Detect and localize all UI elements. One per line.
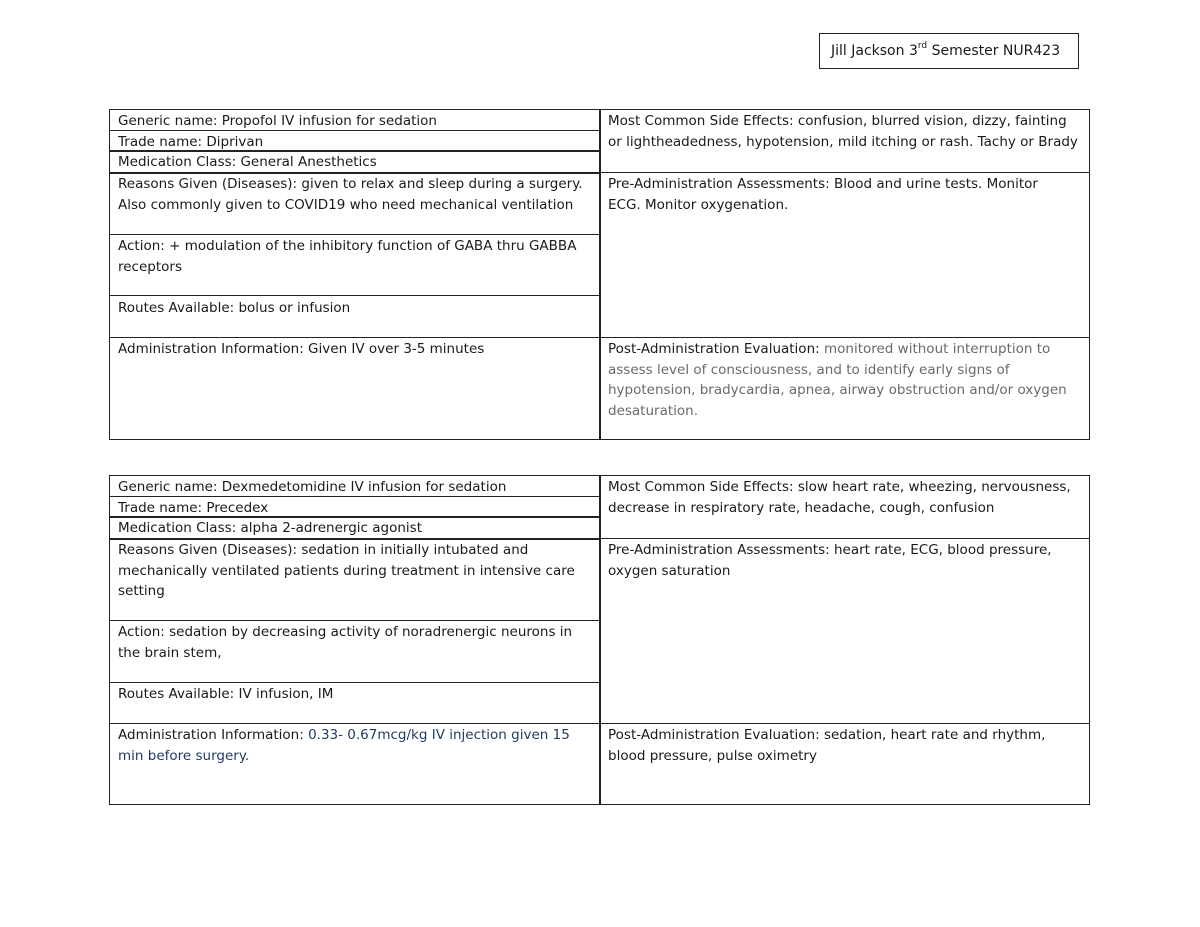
routes-available: Routes Available: IV infusion, IM [118, 686, 334, 702]
header-course: Semester NUR423 [927, 43, 1061, 59]
row-divider [601, 538, 1089, 539]
row-divider [110, 620, 599, 621]
row-divider [110, 234, 599, 235]
header-name: Jill Jackson 3 [831, 43, 918, 59]
row-divider [110, 723, 599, 724]
post-admin-text: monitored without interruption to [819, 341, 1051, 357]
text-line: Pre-Administration Assessments: Blood and urine tests. Monitor [608, 176, 1038, 192]
row-divider [110, 295, 599, 296]
text-line: hypotension, bradycardia, apnea, airway obstruction and/or oxygen [608, 382, 1067, 398]
text-line: Action: sedation by decreasing activity of noradrenergic neurons in [118, 624, 573, 640]
text-line: setting [118, 583, 165, 599]
row-divider [110, 337, 599, 338]
text-line: Most Common Side Effects: confusion, blurred vision, dizzy, fainting [608, 113, 1067, 129]
text-line: the brain stem, [118, 644, 222, 661]
side-effects [601, 477, 1071, 518]
routes-available: Routes Available: bolus or infusion [118, 300, 351, 316]
generic-name: Generic name: Propofol IV infusion for sedation [118, 113, 437, 129]
trade-name: Trade name: Precedex [118, 500, 269, 516]
administration-information: Administration Information: Given IV over 3-5 minutes [118, 341, 485, 357]
text-line: Most Common Side Effects: slow heart rate, wheezing, nervousness, [608, 479, 1071, 495]
administration-information [110, 725, 570, 766]
text-line: or lightheadedness, hypotension, mild itching or rash. Tachy or Brady [608, 133, 1078, 150]
text-line: Post-Administration Evaluation: sedation, heart rate and rhythm, [608, 727, 1046, 743]
admin-dose: 0.33- 0.67mcg/kg IV injection given 15 [308, 727, 570, 743]
post-admin-label: Post-Administration Evaluation: [608, 341, 820, 357]
text-line: blood pressure, pulse oximetry [608, 747, 817, 764]
drug-card-dexmedetomidine [109, 475, 1090, 805]
post-administration-evaluation [601, 339, 1067, 421]
admin-label: Administration Information: [118, 727, 309, 743]
pre-administration-assessments [601, 540, 1052, 581]
text-line: Also commonly given to COVID19 who need mechanical ventilation [118, 196, 574, 213]
text-line: Pre-Administration Assessments: heart rate, ECG, blood pressure, [608, 542, 1052, 558]
text-line: receptors [118, 258, 182, 275]
generic-name: Generic name: Dexmedetomidine IV infusion for sedation [118, 479, 507, 495]
row-divider [601, 723, 1089, 724]
medication-class: Medication Class: alpha 2-adrenergic agonist [118, 520, 422, 536]
side-effects [601, 111, 1078, 152]
text-line: desaturation. [608, 402, 699, 419]
text-line: oxygen saturation [608, 562, 731, 579]
text-line: assess level of consciousness, and to identify early signs of [608, 361, 1010, 378]
text-line: Action: + modulation of the inhibitory function of GABA thru GABBA [118, 238, 577, 254]
text-line: Reasons Given (Diseases): sedation in initially intubated and [118, 542, 529, 558]
text-line: mechanically ventilated patients during treatment in intensive care [118, 562, 575, 579]
student-header [819, 33, 1079, 69]
drug-card-propofol [109, 109, 1090, 440]
medication-class: Medication Class: General Anesthetics [118, 154, 377, 170]
text-line: min before surgery. [118, 747, 250, 764]
post-administration-evaluation [601, 725, 1045, 766]
text-line: ECG. Monitor oxygenation. [608, 196, 789, 213]
text-line: decrease in respiratory rate, headache, cough, confusion [608, 499, 995, 516]
trade-name: Trade name: Diprivan [118, 134, 264, 150]
action [110, 236, 576, 277]
row-divider [601, 337, 1089, 338]
action [110, 622, 572, 663]
row-divider [110, 682, 599, 683]
reasons-given [110, 540, 575, 602]
pre-administration-assessments [601, 174, 1038, 215]
header-ordinal: rd [917, 41, 928, 52]
text-line: Reasons Given (Diseases): given to relax and sleep during a surgery. [118, 176, 583, 192]
reasons-given [110, 174, 583, 215]
row-divider [601, 172, 1089, 173]
